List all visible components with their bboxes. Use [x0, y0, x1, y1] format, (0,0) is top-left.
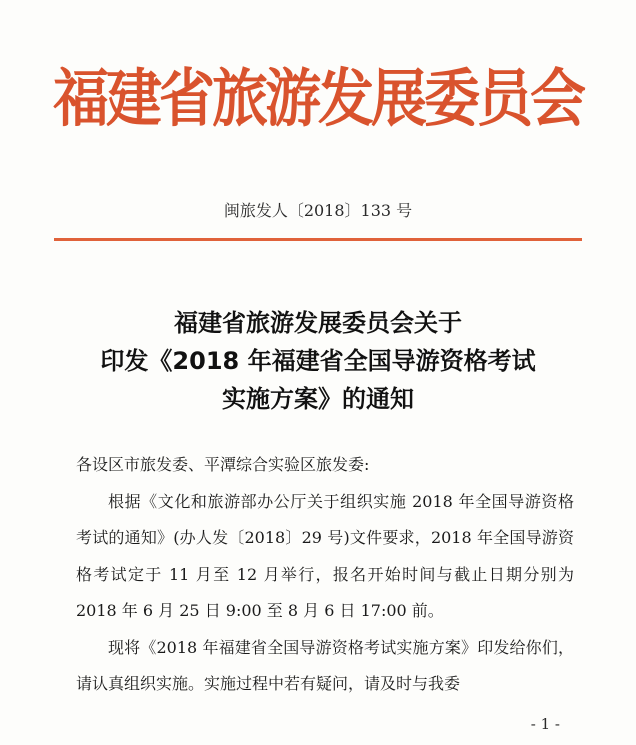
red-divider-rule: [54, 238, 582, 241]
title-line-1: 福建省旅游发展委员会关于: [174, 309, 462, 337]
document-number: 闽旅发人〔2018〕133 号: [223, 201, 413, 220]
title-line-3: 实施方案》的通知: [222, 385, 414, 413]
title-line-2: 印发《2018 年福建省全国导游资格考试: [100, 347, 536, 375]
page-number: - 1 -: [530, 715, 560, 733]
document-title: [0, 304, 636, 418]
salutation: 各设区市旅发委、平潭综合实验区旅发委:: [76, 455, 370, 474]
issuing-organization-masthead: 福建省旅游发展委员会: [53, 63, 583, 136]
body-paragraph-2: 现将《2018 年福建省全国导游资格考试实施方案》印发给你们，请认真组织实施。实施过程中若有疑问，请及时与我委: [76, 637, 574, 693]
body-paragraph-1: 根据《文化和旅游部办公厅关于组织实施 2018 年全国导游资格考试的通知》(办人发〔2018〕29 号)文件要求，2018 年全国导游资格考试定于 11 月至 12 月举行，报名开始时间与截止日期分别为 2018 年 6 月 25 日 9:00 至 8 月 6 日 17:00 前。: [76, 491, 574, 620]
document-body: [76, 447, 574, 703]
